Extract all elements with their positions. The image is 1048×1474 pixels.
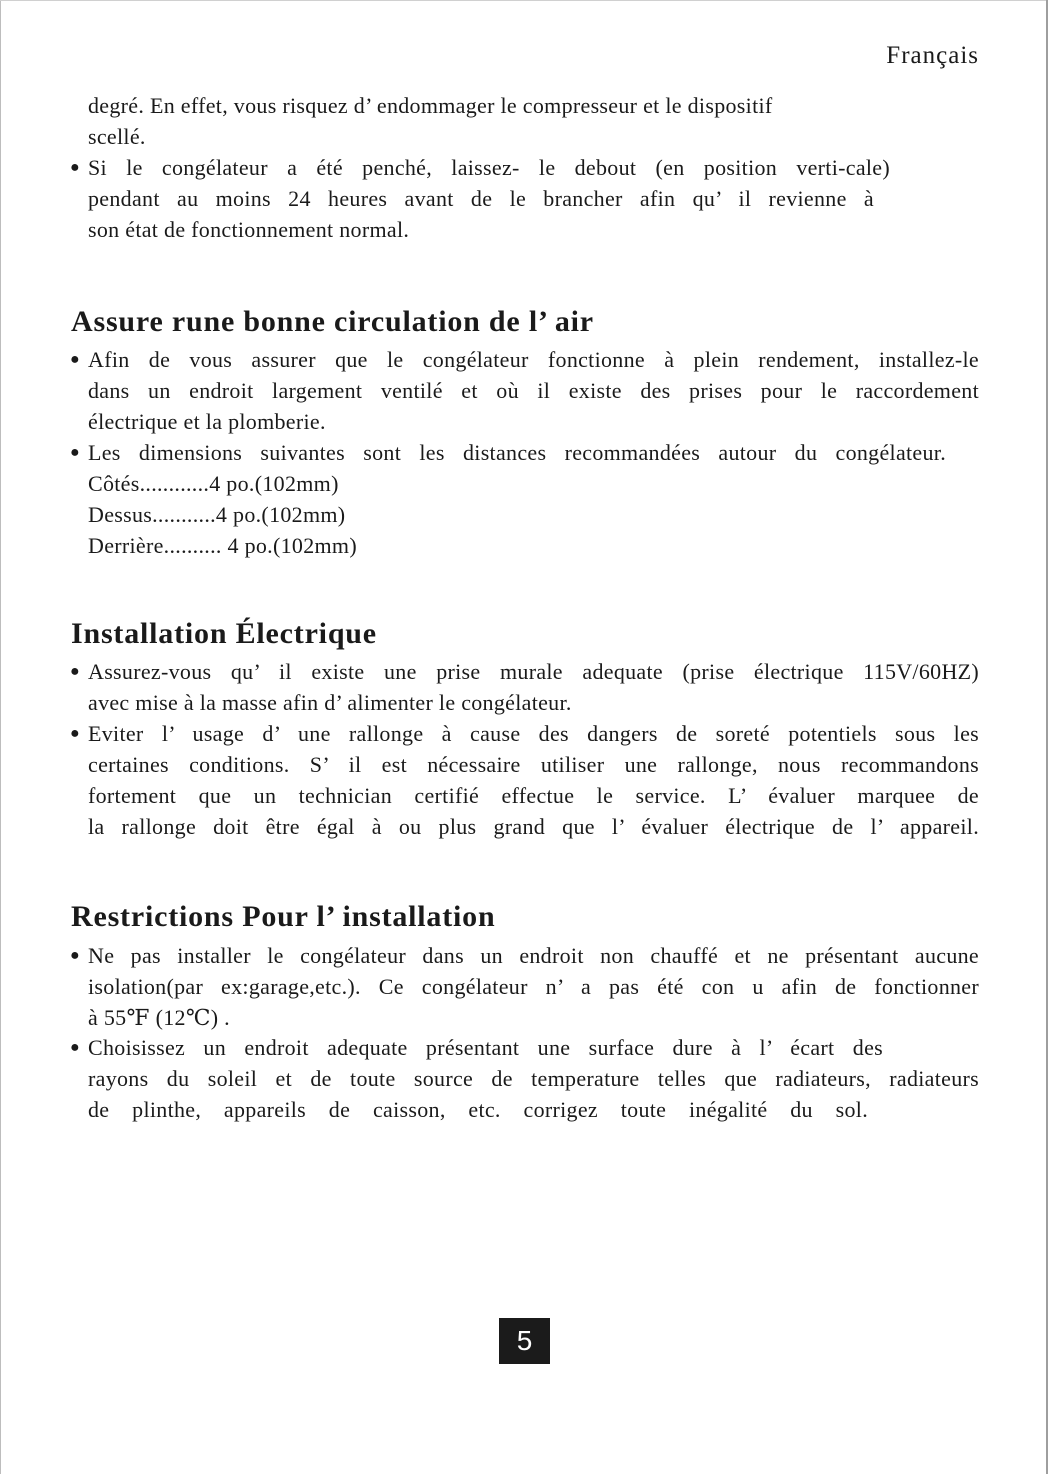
intro-line-2: scellé. (88, 124, 146, 149)
section-title-electric: Installation Électrique (71, 617, 377, 650)
intro-bullet1-line-2: pendant au moins 24 heures avant de le brancher afin qu’ il revienne à (88, 186, 874, 211)
electric-bullet1-line-1: Assurez-vous qu’ il existe une prise murale adequate (prise électrique 115V/60HZ) (88, 659, 979, 684)
section-title-air: Assure rune bonne circulation de l’ air (71, 305, 594, 338)
air-bullet1-line-2: dans un endroit largement ventilé et où il existe des prises pour le raccordement (88, 378, 979, 403)
bullet-icon: ● (70, 725, 80, 742)
intro-line-1: degré. En effet, vous risquez d’ endommager le compresseur et le dispositif (88, 93, 773, 118)
air-bullet1-line-3: électrique et la plomberie. (88, 409, 326, 434)
bullet-icon: ● (70, 351, 80, 368)
section-title-restrictions: Restrictions Pour l’ installation (71, 900, 496, 933)
electric-bullet2-line-2: certaines conditions. S’ il est nécessaire utiliser une rallonge, nous recommandons (88, 752, 979, 777)
dimension-top: Dessus...........4 po.(102mm) (88, 502, 346, 527)
bullet-icon: ● (70, 663, 80, 680)
restrictions-bullet1-line-2: isolation(par ex:garage,etc.). Ce congélateur n’ a pas été con u afin de fonctionner (88, 974, 979, 999)
electric-bullet2-line-3: fortement que un technician certifié effectue le service. L’ évaluer marquee de (88, 783, 979, 808)
language-label: Français (886, 42, 979, 69)
dimension-sides: Côtés............4 po.(102mm) (88, 471, 339, 496)
electric-bullet2-line-4: la rallonge doit être égal à ou plus grand que l’ évaluer électrique de l’ appareil. (88, 814, 979, 839)
dimension-back: Derrière.......... 4 po.(102mm) (88, 533, 357, 558)
page-border-top (0, 0, 1048, 1)
page-border-left (0, 0, 1, 1474)
air-bullet2-line-1: Les dimensions suivantes sont les distances recommandées autour du congélateur. (88, 440, 946, 465)
page-number: 5 (499, 1318, 550, 1364)
intro-bullet1-line-3: son état de fonctionnement normal. (88, 217, 410, 242)
intro-bullet1-line-1: Si le congélateur a été penché, laissez- le debout (en position verti-cale) (88, 155, 890, 180)
electric-bullet1-line-2: avec mise à la masse afin d’ alimenter le congélateur. (88, 690, 572, 715)
restrictions-bullet1-line-3: à 55℉ (12℃) . (88, 1005, 230, 1030)
bullet-icon: ● (70, 1039, 80, 1056)
restrictions-bullet1-line-1: Ne pas installer le congélateur dans un endroit non chauffé et ne présentant aucune (88, 943, 979, 968)
bullet-icon: ● (70, 159, 80, 176)
bullet-icon: ● (70, 444, 80, 461)
air-bullet1-line-1: Afin de vous assurer que le congélateur fonctionne à plein rendement, installez-le (88, 347, 979, 372)
electric-bullet2-line-1: Eviter l’ usage d’ une rallonge à cause des dangers de soreté potentiels sous les (88, 721, 979, 746)
bullet-icon: ● (70, 947, 80, 964)
restrictions-bullet2-line-1: Choisissez un endroit adequate présentant une surface dure à l’ écart des (88, 1035, 883, 1060)
restrictions-bullet2-line-3: de plinthe, appareils de caisson, etc. corrigez toute inégalité du sol. (88, 1097, 868, 1122)
restrictions-bullet2-line-2: rayons du soleil et de toute source de temperature telles que radiateurs, radiateurs (88, 1066, 979, 1091)
